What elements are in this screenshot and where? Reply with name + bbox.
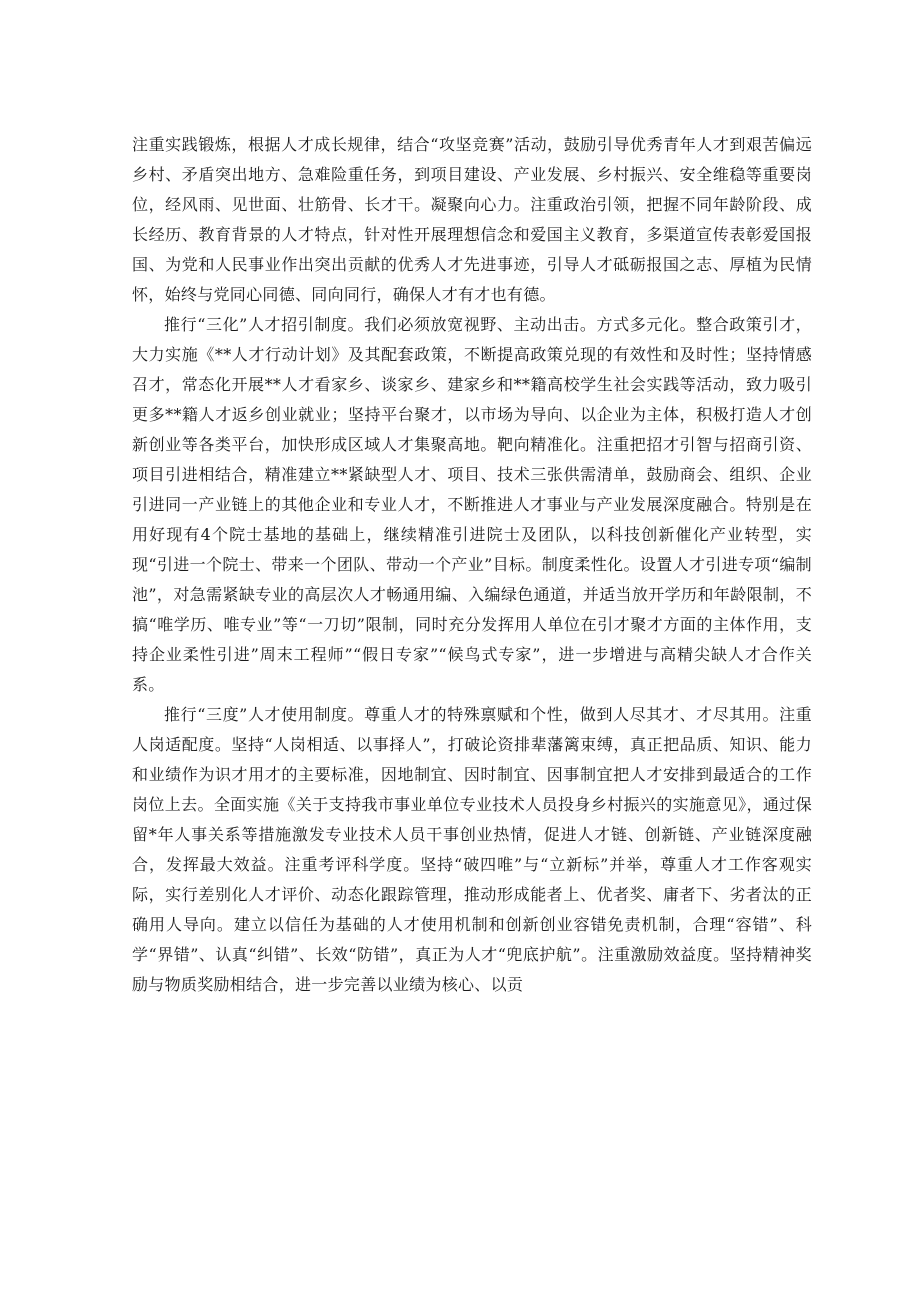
document-body [132,130,812,1000]
paragraph-talent-use: 推行“三度”人才使用制度。尊重人才的特殊禀赋和个性，做到人尽其才、才尽其用。注重人岗适配度。坚持“人岗相适、以事择人”，打破论资排辈藩篱束缚，真正把品质、知识、能力和业绩作为识才用才的主要标准，因地制宜、因时制宜、因事制宜把人才安排到最适合的工作岗位上去。全面实施《关于支持我市事业单位专业技术人员投身乡村振兴的实施意见》，通过保留*年人事关系等措施激发专业技术人员干事创业热情，促进人才链、创新链、产业链深度融合，发挥最大效益。注重考评科学度。坚持“破四唯”与“立新标”并举，尊重人才工作客观实际，实行差别化人才评价、动态化跟踪管理，推动形成能者上、优者奖、庸者下、劣者汰的正确用人导向。建立以信任为基础的人才使用机制和创新创业容错免责机制，合理“容错”、科学“界错”、认真“纠错”、长效“防错”，真正为人才“兜底护航”。注重激励效益度。坚持精神奖励与物质奖励相结合，进一步完善以业绩为核心、以贡 [132,705,812,994]
paragraph-talent-recruitment: 推行“三化”人才招引制度。我们必须放宽视野、主动出击。方式多元化。整合政策引才，大力实施《**人才行动计划》及其配套政策，不断提高政策兑现的有效性和及时性；坚持情感召才，常态化开展**人才看家乡、谈家乡、建家乡和**籍高校学生社会实践等活动，致力吸引更多**籍人才返乡创业就业；坚持平台聚才，以市场为导向、以企业为主体，积极打造人才创新创业等各类平台，加快形成区域人才集聚高地。靶向精准化。注重把招才引智与招商引资、项目引进相结合，精准建立**紧缺型人才、项目、技术三张供需清单，鼓励商会、组织、企业引进同一产业链上的其他企业和专业人才，不断推进人才事业与产业发展深度融合。特别是在用好现有4个院士基地的基础上，继续精准引进院士及团队，以科技创新催化产业转型，实现“引进一个院士、带来一个团队、带动一个产业”目标。制度柔性化。设置人才引进专项“编制池”，对急需紧缺专业的高层次人才畅通用编、入编绿色通道，并适当放开学历和年龄限制，不搞“唯学历、唯专业”等“一刀切”限制，同时充分发挥用人单位在引才聚才方面的主体作用，支持企业柔性引进”周末工程师”“假日专家”“候鸟式专家”，进一步增进与高精尖缺人才合作关系。 [132,315,812,694]
paragraph-talent-training: 注重实践锻炼，根据人才成长规律，结合“攻坚竞赛”活动，鼓励引导优秀青年人才到艰苦偏远乡村、矛盾突出地方、急难险重任务，到项目建设、产业发展、乡村振兴、安全维稳等重要岗位，经风雨、见世面、壮筋骨、长才干。凝聚向心力。注重政治引领，把握不同年龄阶段、成长经历、教育背景的人才特点，针对性开展理想信念和爱国主义教育，多渠道宣传表彰爱国报国、为党和人民事业作出突出贡献的优秀人才先进事迹，引导人才砥砺报国之志、厚植为民情怀，始终与党同心同德、同向同行，确保人才有才也有德。 [132,135,812,304]
